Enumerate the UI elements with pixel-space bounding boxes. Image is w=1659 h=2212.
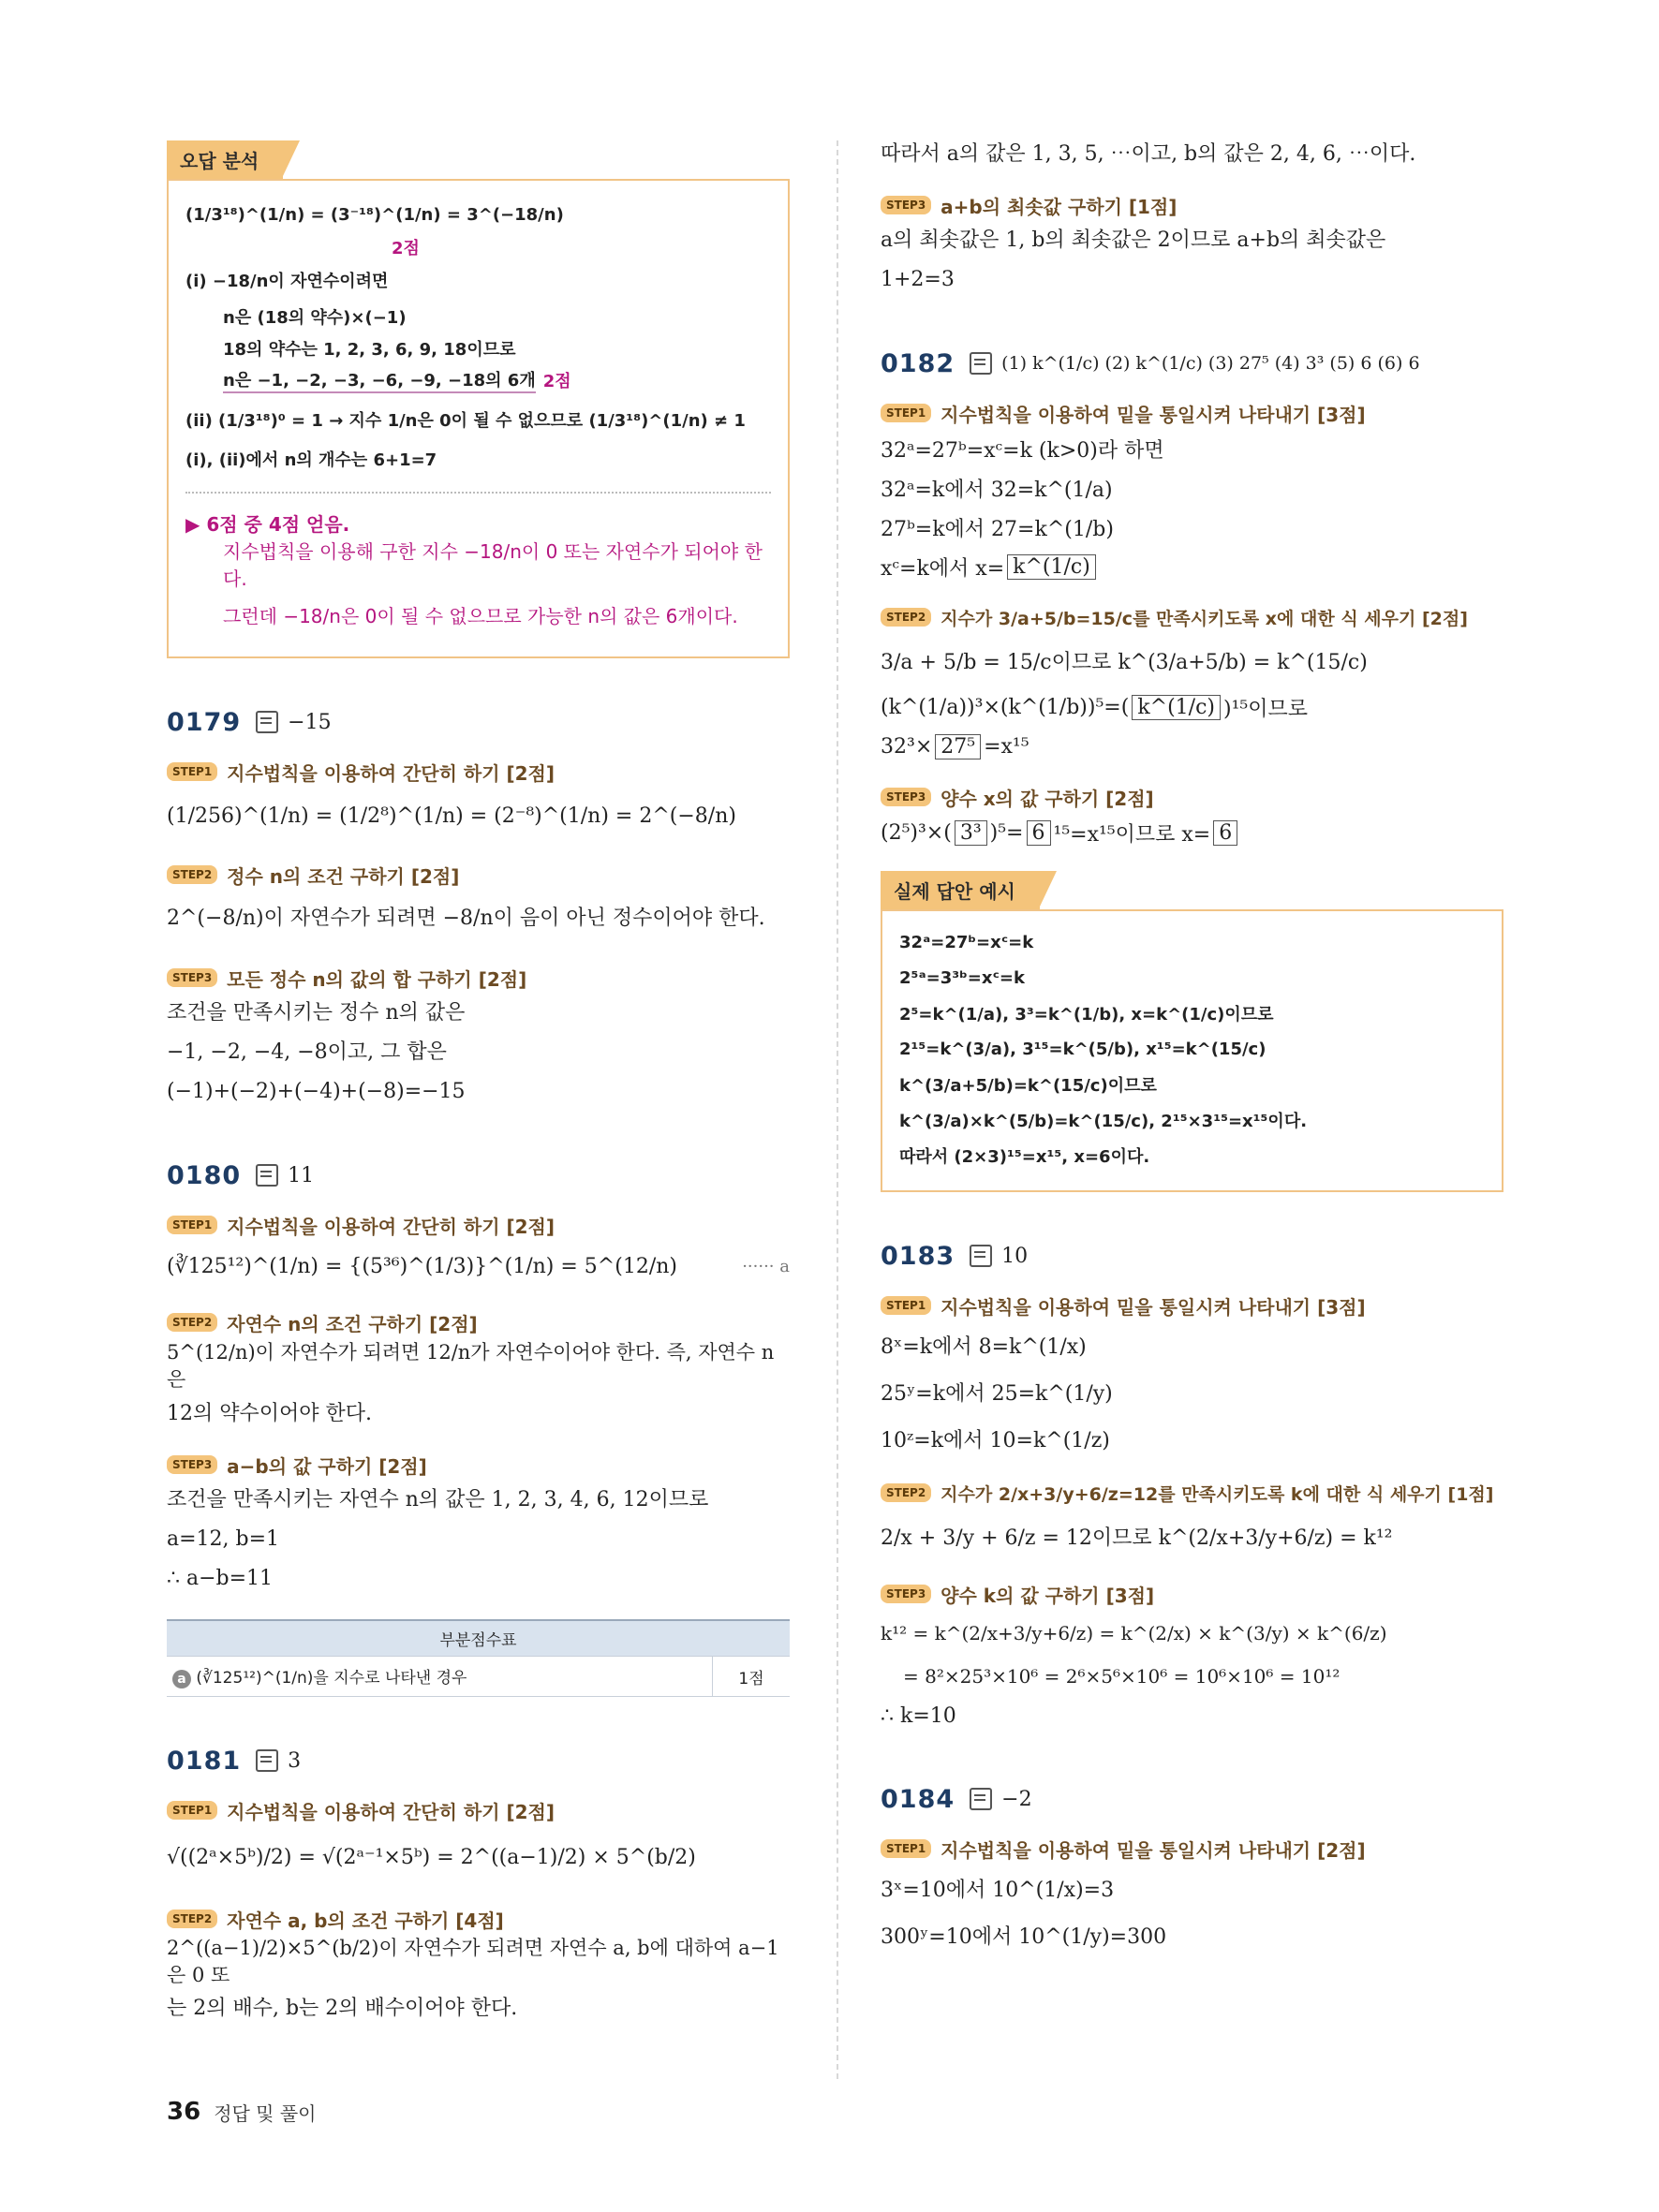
handwritten-line: (ii) (1/3¹⁸)⁰ = 1 → 지수 1/n은 0이 될 수 없으므로 (1/3¹⁸)^(1/n) ≠ 1 — [185, 411, 746, 431]
equation: 32ᵃ=k에서 32=k^(1/a) — [881, 478, 1113, 502]
step-title: 지수법칙을 이용하여 간단히 하기 [2점] — [227, 761, 555, 785]
text-line: 조건을 만족시키는 자연수 n의 값은 1, 2, 3, 4, 6, 12이므로 — [167, 1487, 709, 1512]
problem-0182 — [881, 345, 1503, 852]
partial-score-table — [167, 1619, 790, 1697]
equation: (1/256)^(1/n) = (1/2⁸)^(1/n) = (2⁻⁸)^(1/n) = 2^(−8/n) — [167, 804, 736, 828]
feedback-line: 그런데 −18/n은 0이 될 수 없으므로 가능한 n의 값은 6개이다. — [223, 604, 738, 627]
problem-number: 0181 — [167, 1746, 242, 1776]
text-line: 2^((a−1)/2)×5^(b/2)이 자연수가 되려면 자연수 a, b에 대하여 a−1은 0 또 — [167, 1937, 779, 1987]
equation: 300ʸ=10에서 10^(1/y)=300 — [881, 1924, 1167, 1949]
answer-icon — [256, 1164, 278, 1187]
actual-answer-tag: 실제 답안 예시 — [881, 871, 1040, 909]
step-2 — [881, 1477, 1503, 1509]
handwritten-line: 2¹⁵=k^(3/a), 3¹⁵=k^(5/b), x¹⁵=k^(15/c) — [899, 1039, 1266, 1059]
step-badge: STEP3 — [167, 1455, 217, 1474]
equation: 32³× 27⁵ =x¹⁵ — [881, 734, 1029, 759]
left-column — [167, 140, 790, 2029]
table-cell-label: a (∛125¹²)^(1/n)을 지수로 나타낸 경우 — [167, 1657, 713, 1697]
step-title: a+b의 최솟값 구하기 [1점] — [941, 195, 1178, 218]
text-line: 5^(12/n)이 자연수가 되려면 12/n가 자연수이어야 한다. 즉, 자연수 n은 — [167, 1340, 775, 1391]
step-title: 지수가 3/a+5/b=15/c를 만족시키도록 x에 대한 식 세우기 [2점] — [941, 608, 1468, 629]
right-column — [881, 140, 1503, 1958]
step-badge: STEP2 — [167, 1313, 217, 1332]
step-badge: STEP3 — [881, 1585, 931, 1603]
step-3 — [881, 189, 1503, 221]
step-2 — [167, 859, 790, 891]
equation: 10ᶻ=k에서 10=k^(1/z) — [881, 1428, 1110, 1453]
problem-number: 0179 — [167, 707, 242, 737]
handwritten-line: n은 (18의 약수)×(−1) — [223, 308, 407, 328]
problem-header — [167, 1157, 790, 1194]
problem-answer: 10 — [1001, 1244, 1029, 1268]
step-title: 모든 정수 n의 값의 합 구하기 [2점] — [227, 967, 527, 991]
step-title: 지수법칙을 이용하여 간단히 하기 [2점] — [227, 1800, 555, 1823]
answer-box: 27⁵ — [935, 734, 981, 759]
answer-icon — [970, 1788, 992, 1810]
problem-0181-continued — [881, 135, 1503, 300]
handwritten-line: n은 −1, −2, −3, −6, −9, −18의 6개 2점 — [185, 364, 771, 396]
step-badge: STEP2 — [881, 1483, 931, 1502]
equation: 27ᵇ=k에서 27=k^(1/b) — [881, 517, 1114, 541]
text-line: (−1)+(−2)+(−4)+(−8)=−15 — [167, 1079, 466, 1103]
equation: 2/x + 3/y + 6/z = 12이므로 k^(2/x+3/y+6/z) = k¹² — [881, 1526, 1393, 1550]
step-title: 지수법칙을 이용하여 밑을 통일시켜 나타내기 [2점] — [941, 1838, 1366, 1862]
problem-header — [881, 345, 1503, 382]
equation: 8ˣ=k에서 8=k^(1/x) — [881, 1335, 1087, 1359]
feedback-line: 지수법칙을 이용해 구한 지수 −18/n이 0 또는 자연수가 되어야 한다. — [223, 540, 763, 590]
step-title: 자연수 n의 조건 구하기 [2점] — [227, 1312, 478, 1335]
step-1 — [167, 756, 790, 788]
problem-header — [167, 703, 790, 741]
text-line: 는 2의 배수, b는 2의 배수이어야 한다. — [167, 1997, 518, 2021]
answer-box: 6 — [1027, 820, 1051, 846]
problem-number: 0184 — [881, 1784, 955, 1814]
equation: = 8²×25³×10⁶ = 2⁶×5⁶×10⁶ = 10⁶×10⁶ = 10¹² — [903, 1665, 1341, 1688]
problem-0183 — [881, 1237, 1503, 1735]
answer-icon — [256, 1749, 278, 1772]
answer-box: 6 — [1213, 820, 1237, 846]
step-badge: STEP1 — [881, 404, 931, 422]
step-badge: STEP2 — [881, 608, 931, 627]
step-3 — [167, 962, 790, 994]
step-3 — [881, 1578, 1503, 1610]
feedback-title: ▶ 6점 중 4점 얻음. — [185, 512, 350, 536]
handwritten-line: 2⁵=k^(1/a), 3³=k^(1/b), x=k^(1/c)이므로 — [899, 1005, 1274, 1025]
answer-box: k^(1/c) — [1007, 554, 1096, 580]
handwritten-line: k^(3/a)×k^(5/b)=k^(15/c), 2¹⁵×3¹⁵=x¹⁵이다. — [899, 1112, 1308, 1131]
answer-box: 3³ — [955, 820, 987, 846]
answer-icon — [256, 711, 278, 733]
problem-answer: 3 — [288, 1748, 302, 1773]
table-cell-points: 1점 — [713, 1657, 791, 1697]
equation: k¹² = k^(2/x+3/y+6/z) = k^(2/x) × k^(3/y) × k^(6/z) — [881, 1622, 1387, 1644]
problem-answer: −2 — [1001, 1787, 1032, 1811]
text-line: a=12, b=1 — [167, 1526, 280, 1551]
problem-header — [167, 1742, 790, 1779]
step-badge: STEP1 — [167, 762, 217, 781]
problem-answer: 11 — [288, 1163, 315, 1187]
handwritten-line: 32ᵃ=27ᵇ=xᶜ=k — [899, 932, 1034, 952]
step-badge: STEP1 — [881, 1296, 931, 1315]
handwritten-score: 2점 — [392, 239, 420, 258]
step-badge: STEP2 — [167, 865, 217, 884]
step-1 — [881, 1833, 1503, 1865]
text-line: 조건을 만족시키는 정수 n의 값은 — [167, 1000, 466, 1025]
step-badge: STEP1 — [881, 1839, 931, 1858]
equation: 32ᵃ=27ᵇ=xᶜ=k (k>0)라 하면 — [881, 438, 1164, 463]
step-title: 지수법칙을 이용하여 밑을 통일시켜 나타내기 [3점] — [941, 403, 1366, 426]
step-badge: STEP3 — [881, 196, 931, 214]
problem-header — [881, 1780, 1503, 1818]
table-row — [167, 1657, 790, 1697]
step-title: 지수법칙을 이용하여 밑을 통일시켜 나타내기 [3점] — [941, 1295, 1366, 1319]
step-1 — [167, 1209, 790, 1241]
equation-mark: ······ a — [742, 1256, 790, 1276]
step-3 — [167, 1449, 790, 1481]
answer-icon — [970, 352, 992, 375]
handwritten-line: 18의 약수는 1, 2, 3, 6, 9, 18이므로 — [223, 340, 516, 360]
step-title: 정수 n의 조건 구하기 [2점] — [227, 864, 460, 888]
page-number: 36 — [167, 2098, 201, 2126]
step-1 — [881, 397, 1503, 429]
step-badge: STEP3 — [167, 968, 217, 987]
table-header: 부분점수표 — [167, 1620, 790, 1657]
handwritten-line: k^(3/a+5/b)=k^(15/c)이므로 — [899, 1076, 1157, 1096]
step-title: a−b의 값 구하기 [2점] — [227, 1454, 427, 1478]
step-title: 양수 x의 값 구하기 [2점] — [941, 787, 1154, 810]
column-divider — [837, 140, 838, 2079]
text-line: ∴ a−b=11 — [167, 1566, 274, 1590]
step-badge: STEP2 — [167, 1910, 217, 1928]
problem-answer: −15 — [288, 710, 332, 734]
problem-header — [881, 1237, 1503, 1275]
error-analysis-section — [167, 140, 790, 658]
equation: √((2ᵃ×5ᵇ)/2) = √(2ᵃ⁻¹×5ᵇ) = 2^((a−1)/2) × 5^(b/2) — [167, 1845, 696, 1869]
problem-number: 0182 — [881, 348, 955, 378]
problem-number: 0183 — [881, 1241, 955, 1271]
page-footer — [167, 2098, 317, 2126]
equation: 3ˣ=10에서 10^(1/x)=3 — [881, 1878, 1115, 1902]
handwritten-line: 따라서 (2×3)¹⁵=x¹⁵, x=6이다. — [899, 1147, 1150, 1167]
actual-answer-section — [881, 871, 1503, 1192]
equation: xᶜ=k에서 x= k^(1/c) — [881, 547, 1503, 586]
problem-0180 — [167, 1157, 790, 1697]
step-2 — [881, 601, 1503, 633]
answer-box: k^(1/c) — [1132, 695, 1221, 720]
problem-number: 0180 — [167, 1160, 242, 1190]
text-line: 2^(−8/n)이 자연수가 되려면 −8/n이 음이 아닌 정수이어야 한다. — [167, 906, 765, 930]
step-badge: STEP1 — [167, 1216, 217, 1234]
problem-0184 — [881, 1780, 1503, 1958]
handwritten-line: 2⁵ᵃ=3³ᵇ=xᶜ=k — [899, 967, 1025, 988]
dotted-separator — [185, 492, 771, 494]
text-line: 1+2=3 — [881, 267, 955, 291]
step-badge: STEP3 — [881, 788, 931, 806]
handwritten-line: (i), (ii)에서 n의 개수는 6+1=7 — [185, 450, 437, 470]
equation: (k^(1/a))³×(k^(1/b))⁵=( k^(1/c) )¹⁵이므로 — [881, 695, 1308, 721]
text-line: 따라서 a의 값은 1, 3, 5, ⋯이고, b의 값은 2, 4, 6, ⋯이다. — [881, 141, 1416, 166]
step-2 — [167, 1306, 790, 1338]
problem-answer: (1) k^(1/c) (2) k^(1/c) (3) 27⁵ (4) 3³ (5) 6 (6) 6 — [1001, 353, 1420, 374]
step-3 — [881, 781, 1503, 813]
circle-a-icon: a — [172, 1670, 191, 1688]
step-title: 지수법칙을 이용하여 간단히 하기 [2점] — [227, 1215, 555, 1238]
problem-0181 — [167, 1742, 790, 2029]
step-title: 지수가 2/x+3/y+6/z=12를 만족시키도록 k에 대한 식 세우기 [1점] — [941, 1483, 1494, 1505]
text-line: a의 최솟값은 1, b의 최솟값은 2이므로 a+b의 최솟값은 — [881, 228, 1386, 252]
step-2 — [167, 1903, 790, 1935]
actual-answer-box — [881, 909, 1503, 1192]
problem-0179 — [167, 703, 790, 1112]
step-title: 자연수 a, b의 조건 구하기 [4점] — [227, 1909, 504, 1932]
equation-row — [167, 1241, 790, 1291]
step-badge: STEP1 — [167, 1801, 217, 1820]
handwritten-line: (i) −18/n이 자연수이려면 — [185, 272, 389, 291]
step-1 — [167, 1794, 790, 1826]
handwritten-line: (1/3¹⁸)^(1/n) = (3⁻¹⁸)^(1/n) = 3^(−18/n) — [185, 204, 564, 225]
text-line: 12의 약수이어야 한다. — [167, 1401, 372, 1425]
equation: 25ʸ=k에서 25=k^(1/y) — [881, 1381, 1113, 1406]
step-1 — [881, 1290, 1503, 1321]
equation: (∛125¹²)^(1/n) = {(5³⁶)^(1/3)}^(1/n) = 5^(12/n) — [167, 1254, 677, 1278]
footer-title: 정답 및 풀이 — [214, 2101, 317, 2125]
step-title: 양수 k의 값 구하기 [3점] — [941, 1584, 1155, 1607]
error-analysis-tag: 오답 분석 — [167, 140, 283, 179]
answer-icon — [970, 1245, 992, 1267]
equation: 3/a + 5/b = 15/c이므로 k^(3/a+5/b) = k^(15/c) — [881, 650, 1368, 674]
equation: ∴ k=10 — [881, 1703, 956, 1728]
text-line: −1, −2, −4, −8이고, 그 합은 — [167, 1040, 447, 1064]
error-analysis-box — [167, 179, 790, 658]
equation: (2⁵)³×( 3³ )⁵= 6 ¹⁵=x¹⁵이므로 x= 6 — [881, 813, 1503, 852]
